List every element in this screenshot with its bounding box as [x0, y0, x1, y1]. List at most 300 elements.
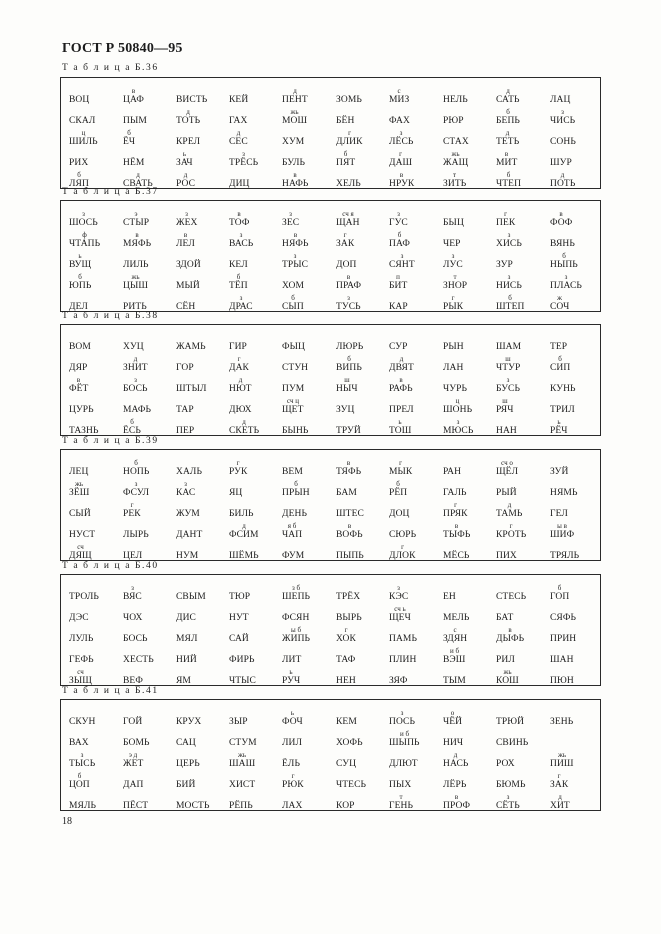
word-text: СКЕТЬ — [229, 426, 260, 436]
word-text: ТУСЬ — [336, 302, 361, 312]
table-row — [61, 206, 600, 228]
word-annotation: д — [186, 108, 190, 116]
word-cell — [443, 768, 499, 790]
word-annotation: б — [506, 108, 510, 116]
word-text: ДЕЛ — [69, 302, 88, 312]
word-text: НИЙ — [176, 655, 197, 665]
word-annotation: з — [507, 273, 511, 281]
word-text: БАМ — [336, 488, 357, 498]
word-cell — [443, 206, 499, 228]
word-table — [60, 449, 601, 561]
word-text: МЕЛЬ — [443, 613, 470, 623]
word-text: ДЛЮТ — [389, 759, 418, 769]
word-cell — [69, 146, 125, 168]
word-text: ТРОЛЬ — [69, 592, 99, 602]
word-cell — [550, 167, 606, 189]
word-cell — [496, 83, 552, 105]
word-cell — [496, 539, 552, 561]
word-text: ВАСЬ — [229, 239, 254, 249]
word-annotation: б — [77, 772, 82, 780]
word-annotation: б — [508, 294, 512, 302]
word-text: СЁН — [176, 302, 196, 312]
word-cell — [389, 768, 445, 790]
word-annotation: б — [78, 273, 82, 281]
word-cell — [389, 248, 445, 270]
word-cell — [229, 330, 285, 352]
word-cell — [123, 580, 179, 602]
word-text: ТАФ — [336, 655, 356, 665]
word-cell — [496, 393, 552, 415]
word-annotation: т — [452, 171, 457, 179]
word-cell — [176, 601, 232, 623]
table-row — [61, 167, 600, 189]
word-cell — [443, 747, 499, 769]
word-cell — [336, 125, 392, 147]
word-text: НЯФЬ — [282, 239, 309, 249]
word-cell — [69, 351, 125, 373]
word-annotation: г — [291, 772, 295, 780]
word-annotation: сч — [77, 668, 84, 676]
word-cell — [550, 455, 606, 477]
table-caption: Т а б л и ц а Б.39 — [62, 436, 159, 446]
word-cell — [496, 726, 552, 748]
word-text: ЧАП — [282, 530, 303, 540]
table-caption: Т а б л и ц а Б.38 — [62, 311, 159, 321]
word-cell — [123, 539, 179, 561]
word-cell — [282, 104, 338, 126]
word-cell — [336, 768, 392, 790]
word-text: ДАНТ — [176, 530, 203, 540]
word-text: СВАТЬ — [123, 179, 153, 189]
word-cell — [69, 768, 125, 790]
word-cell — [443, 146, 499, 168]
word-annotation: з — [400, 252, 404, 260]
word-cell — [282, 206, 338, 228]
word-cell — [176, 643, 232, 665]
word-text: ЛАХ — [282, 801, 303, 811]
word-text: БУЛЬ — [282, 158, 306, 168]
word-cell — [229, 393, 285, 415]
word-text: ФУМ — [282, 551, 305, 561]
table-row — [61, 497, 600, 519]
word-text: ЧТЕП — [496, 179, 522, 189]
word-text: ХИСЬ — [496, 239, 522, 249]
word-cell — [282, 83, 338, 105]
word-cell — [389, 393, 445, 415]
page-number: 18 — [62, 816, 72, 827]
word-cell — [336, 83, 392, 105]
word-text: РЮК — [282, 780, 304, 790]
word-annotation: в — [346, 273, 351, 281]
word-text: ЧОХ — [123, 613, 143, 623]
word-cell — [389, 580, 445, 602]
word-cell — [443, 227, 499, 249]
word-cell — [176, 393, 232, 415]
word-text: ДЫФЬ — [496, 634, 525, 644]
word-text: ХУМ — [282, 137, 305, 147]
word-cell — [389, 497, 445, 519]
word-cell — [336, 705, 392, 727]
word-text: ЛЮРЬ — [336, 342, 364, 352]
word-cell — [443, 664, 499, 686]
word-text: ТОТЬ — [176, 116, 201, 126]
word-cell — [496, 497, 552, 519]
word-cell — [176, 455, 232, 477]
word-cell — [389, 167, 445, 189]
word-text: ХЕЛЬ — [336, 179, 361, 189]
word-cell — [69, 206, 125, 228]
word-cell — [443, 455, 499, 477]
word-cell — [176, 248, 232, 270]
word-cell — [123, 269, 179, 291]
word-annotation: з — [80, 751, 84, 759]
word-cell — [282, 146, 338, 168]
word-annotation: в — [399, 376, 403, 384]
word-text: ЛЕЛ — [176, 239, 195, 249]
word-cell — [69, 455, 125, 477]
word-cell — [443, 726, 499, 748]
table-row — [61, 664, 600, 686]
word-annotation: в — [504, 150, 509, 158]
word-text: ПРИН — [550, 634, 577, 644]
word-cell — [282, 414, 338, 436]
word-text: КЭС — [389, 592, 409, 602]
word-annotation: д — [507, 501, 512, 509]
word-text: ФСУЛ — [123, 488, 150, 498]
word-text: ТЕР — [550, 342, 568, 352]
word-annotation: жь — [237, 751, 247, 759]
word-text: НАН — [496, 426, 517, 436]
word-text: БОМЬ — [123, 738, 150, 748]
word-annotation: ь — [182, 150, 187, 158]
word-cell — [550, 601, 606, 623]
word-annotation: жь — [290, 108, 299, 116]
word-cell — [443, 125, 499, 147]
word-text: ЗНИТ — [123, 363, 148, 373]
word-cell — [550, 393, 606, 415]
word-text: ФОЧ — [282, 717, 303, 727]
word-cell — [389, 351, 445, 373]
word-cell — [229, 351, 285, 373]
word-annotation: г — [344, 626, 348, 634]
word-annotation: з — [82, 210, 85, 218]
word-cell — [69, 125, 125, 147]
table-caption: Т а б л и ц а Б.36 — [62, 63, 159, 73]
word-annotation: в — [559, 210, 563, 218]
word-text: КАР — [389, 302, 408, 312]
word-cell — [69, 330, 125, 352]
word-cell — [550, 664, 606, 686]
word-cell — [389, 414, 445, 436]
word-text: КАС — [176, 488, 196, 498]
word-text: ПАФ — [389, 239, 410, 249]
word-text: РЫК — [443, 302, 464, 312]
word-text: ЗДЯН — [443, 634, 468, 644]
word-cell — [229, 539, 285, 561]
word-text: СЯФЬ — [550, 613, 577, 623]
word-text: ПЯТ — [336, 158, 356, 168]
word-annotation: з — [506, 793, 510, 801]
word-text: ЧЕР — [443, 239, 461, 249]
word-text: ЗАК — [550, 780, 569, 790]
word-text: ЖАМЬ — [176, 342, 206, 352]
word-cell — [229, 518, 285, 540]
word-text: ЩЕТ — [282, 405, 304, 415]
word-text: ВИСТЬ — [176, 95, 208, 105]
table-row — [61, 330, 600, 352]
word-annotation: д — [183, 171, 188, 179]
table-row — [61, 125, 600, 147]
word-cell — [282, 330, 338, 352]
word-text: ДИЦ — [229, 179, 250, 189]
word-cell — [282, 167, 338, 189]
word-cell — [496, 104, 552, 126]
word-annotation: г — [399, 150, 402, 158]
word-annotation: в — [346, 459, 351, 467]
word-text: ЛЕЦ — [69, 467, 89, 477]
word-cell — [496, 248, 552, 270]
word-annotation: б — [562, 252, 566, 260]
word-text: ЗНОР — [443, 281, 468, 291]
word-text: МОСТЬ — [176, 801, 210, 811]
word-text: ЦУРЬ — [69, 405, 94, 415]
word-text: НЫПЬ — [550, 260, 578, 270]
word-annotation: б — [347, 355, 351, 363]
word-cell — [282, 539, 338, 561]
word-cell — [336, 643, 392, 665]
word-annotation: з — [564, 273, 568, 281]
word-text: ГЕЛ — [550, 509, 568, 519]
word-cell — [496, 518, 552, 540]
word-cell — [123, 518, 179, 540]
word-text: ЗДОЙ — [176, 260, 201, 270]
word-text: ВЭШ — [443, 655, 466, 665]
word-text: ТРЁХ — [336, 592, 361, 602]
word-annotation: ф — [82, 231, 87, 239]
word-annotation: ш — [344, 376, 350, 384]
word-text: ЖЕХ — [176, 218, 198, 228]
word-text: ПОСЬ — [389, 717, 416, 727]
word-text: СИП — [550, 363, 571, 373]
word-text: ВЯНЬ — [550, 239, 575, 249]
word-cell — [443, 789, 499, 811]
word-text: НЮТ — [229, 384, 252, 394]
word-cell — [123, 227, 179, 249]
word-cell — [496, 414, 552, 436]
word-annotation: жь — [74, 480, 84, 488]
word-text: РЕК — [123, 509, 141, 519]
word-cell — [123, 601, 179, 623]
word-text: НУСТ — [69, 530, 96, 540]
word-text: БИЙ — [176, 780, 196, 790]
word-annotation: з — [242, 150, 245, 158]
word-cell — [229, 497, 285, 519]
word-cell — [229, 414, 285, 436]
word-cell — [496, 476, 552, 498]
table-row — [61, 104, 600, 126]
word-cell — [443, 580, 499, 602]
word-text: СВИНЬ — [496, 738, 529, 748]
word-text: ВОЦ — [69, 95, 90, 105]
word-annotation: ц — [455, 397, 460, 405]
word-annotation: г — [557, 772, 561, 780]
word-annotation: д — [136, 171, 140, 179]
word-annotation: г — [401, 543, 404, 551]
word-annotation: в — [454, 522, 459, 530]
word-cell — [123, 497, 179, 519]
word-text: ШТЕС — [336, 509, 364, 519]
word-text: КРУХ — [176, 717, 202, 727]
word-cell — [229, 290, 285, 312]
word-text: ПЫХ — [389, 780, 412, 790]
word-text: РИТЬ — [123, 302, 147, 312]
word-cell — [496, 227, 552, 249]
word-annotation: з — [400, 709, 404, 717]
table-caption: Т а б л и ц а Б.37 — [62, 187, 159, 197]
word-text: ФЫЦ — [282, 342, 305, 352]
word-cell — [282, 351, 338, 373]
word-cell — [389, 227, 445, 249]
word-cell — [496, 290, 552, 312]
word-annotation: т — [399, 793, 403, 801]
word-cell — [229, 601, 285, 623]
word-text: ЖЕТ — [123, 759, 144, 769]
word-annotation: г — [236, 459, 240, 467]
word-cell — [282, 518, 338, 540]
word-text: ФАХ — [389, 116, 410, 126]
word-annotation: ь — [398, 418, 402, 426]
word-annotation: б — [127, 129, 131, 137]
table-row — [61, 601, 600, 623]
word-cell — [336, 726, 392, 748]
word-cell — [336, 622, 392, 644]
word-text: ГАЛЬ — [443, 488, 467, 498]
word-cell — [282, 747, 338, 769]
word-cell — [550, 125, 606, 147]
word-text: ТЫМ — [443, 676, 466, 686]
word-cell — [229, 167, 285, 189]
word-cell — [443, 290, 499, 312]
word-cell — [123, 476, 179, 498]
word-cell — [550, 580, 606, 602]
word-annotation: в — [293, 171, 297, 179]
word-cell — [282, 601, 338, 623]
word-text: ШУР — [550, 158, 572, 168]
word-cell — [229, 125, 285, 147]
word-annotation: з — [397, 584, 400, 592]
word-annotation: з — [289, 210, 292, 218]
word-cell — [229, 372, 285, 394]
word-text: НЕН — [336, 676, 356, 686]
word-text: ТОШ — [389, 426, 412, 436]
table-row — [61, 393, 600, 415]
word-cell — [336, 351, 392, 373]
word-annotation: з — [239, 231, 243, 239]
word-annotation: д — [242, 418, 246, 426]
word-text: НИСЬ — [496, 281, 522, 291]
word-cell — [496, 601, 552, 623]
word-annotation: в — [293, 231, 298, 239]
word-text: СЁТЬ — [496, 801, 520, 811]
word-annotation: сч ц — [287, 397, 299, 405]
table-row — [61, 414, 600, 436]
word-cell — [176, 705, 232, 727]
word-text: БУСЬ — [496, 384, 521, 394]
word-cell — [69, 726, 125, 748]
word-cell — [229, 789, 285, 811]
word-cell — [336, 330, 392, 352]
word-annotation: б — [77, 171, 81, 179]
word-text: ПРЫН — [282, 488, 310, 498]
word-text: ЧЁЙ — [443, 717, 463, 727]
word-annotation: жь — [451, 150, 460, 158]
word-text: ЧТЕСЬ — [336, 780, 367, 790]
word-text: ТРЫС — [282, 260, 309, 270]
word-text: ЛАН — [443, 363, 464, 373]
word-text: ЛЁСЬ — [389, 137, 414, 147]
word-text: БЫЦ — [443, 218, 464, 228]
word-text: СЯНТ — [389, 260, 415, 270]
word-text: РУК — [229, 467, 248, 477]
word-annotation: д — [293, 87, 297, 95]
word-cell — [336, 269, 392, 291]
word-text: ДЯР — [69, 363, 88, 373]
table-row — [61, 476, 600, 498]
word-text: ВИПЬ — [336, 363, 362, 373]
word-annotation: в — [454, 793, 459, 801]
word-text: ЖАЩ — [443, 158, 469, 168]
table-row — [61, 747, 600, 769]
word-annotation: г — [399, 459, 402, 467]
table-row — [61, 83, 600, 105]
word-text: ТЫСЬ — [69, 759, 96, 769]
word-cell — [496, 768, 552, 790]
word-cell — [389, 705, 445, 727]
word-text: ПРЯК — [443, 509, 468, 519]
word-text: ПИШ — [550, 759, 574, 769]
word-cell — [176, 789, 232, 811]
word-cell — [496, 705, 552, 727]
word-text: ЖИПЬ — [282, 634, 311, 644]
word-annotation: д — [236, 129, 241, 137]
word-text: ЁЧ — [123, 137, 136, 147]
word-text: СОЧ — [550, 302, 570, 312]
word-annotation: д — [560, 171, 565, 179]
word-table — [60, 324, 601, 436]
word-cell — [176, 497, 232, 519]
word-text: РИЛ — [496, 655, 515, 665]
word-text: НЁМ — [123, 158, 145, 168]
word-annotation: б — [557, 584, 562, 592]
word-text: ПЮН — [550, 676, 574, 686]
word-text: РЁП — [389, 488, 408, 498]
word-annotation: д — [558, 793, 562, 801]
word-text: ЛУС — [443, 260, 463, 270]
word-cell — [69, 664, 125, 686]
word-cell — [496, 146, 552, 168]
word-text: ПЫПЬ — [336, 551, 364, 561]
word-text: ЮПЬ — [69, 281, 92, 291]
word-cell — [176, 372, 232, 394]
word-text: ШЕПЬ — [282, 592, 311, 602]
word-annotation: ь — [557, 418, 561, 426]
word-cell — [123, 351, 179, 373]
word-cell — [550, 643, 606, 665]
word-text: ВЯС — [123, 592, 142, 602]
word-text: ЗЕС — [282, 218, 300, 228]
word-text: ПОТЬ — [550, 179, 576, 189]
word-cell — [69, 83, 125, 105]
